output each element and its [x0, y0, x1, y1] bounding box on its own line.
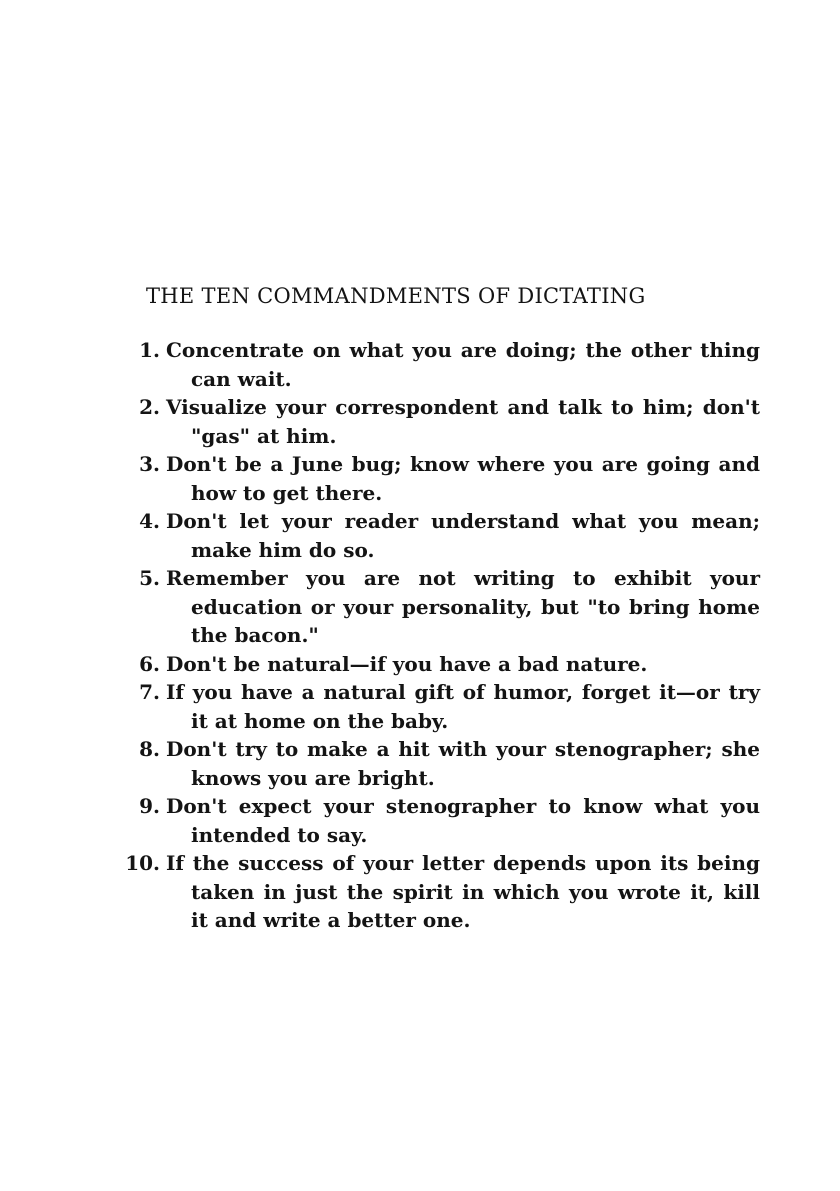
list-item	[110, 678, 760, 735]
item-number: 6.	[139, 651, 160, 676]
item-number: 7.	[139, 680, 160, 704]
page-title: THE TEN COMMANDMENTS OF DICTATING	[146, 284, 646, 308]
list-item	[110, 735, 760, 792]
list-item	[110, 507, 760, 564]
item-text: If you have a natural gift of humor, forget it—or try it at home on the baby.	[166, 680, 760, 733]
item-number: 1.	[139, 338, 160, 362]
item-text: If the success of your letter depends upon its being taken in just the spirit in which you wrote it, kill it and write a better one.	[166, 851, 760, 932]
item-text: Visualize your correspondent and talk to him; don't "gas" at him.	[166, 395, 760, 448]
list-item	[110, 792, 760, 849]
item-text: Don't be natural—if you have a bad nature.	[166, 651, 648, 676]
item-number: 8.	[139, 737, 160, 761]
item-number: 2.	[139, 395, 160, 419]
item-text: Don't let your reader understand what you mean; make him do so.	[166, 509, 760, 562]
item-number: 3.	[139, 452, 160, 476]
list-item	[110, 564, 760, 650]
item-text: Concentrate on what you are doing; the other thing can wait.	[166, 338, 760, 391]
item-text: Don't be a June bug; know where you are going and how to get there.	[166, 452, 760, 505]
list-item	[110, 650, 760, 679]
commandments-list	[110, 336, 760, 935]
item-text: Remember you are not writing to exhibit your education or your personality, but "to bring home the bacon."	[166, 566, 760, 647]
list-item	[110, 450, 760, 507]
item-number: 9.	[139, 794, 160, 818]
item-number: 5.	[139, 566, 160, 590]
item-text: Don't try to make a hit with your stenographer; she knows you are bright.	[166, 737, 760, 790]
item-number: 10.	[125, 851, 160, 875]
list-item	[110, 849, 760, 935]
item-text: Don't expect your stenographer to know what you intended to say.	[166, 794, 760, 847]
list-item	[110, 393, 760, 450]
list-item	[110, 336, 760, 393]
item-number: 4.	[139, 509, 160, 533]
